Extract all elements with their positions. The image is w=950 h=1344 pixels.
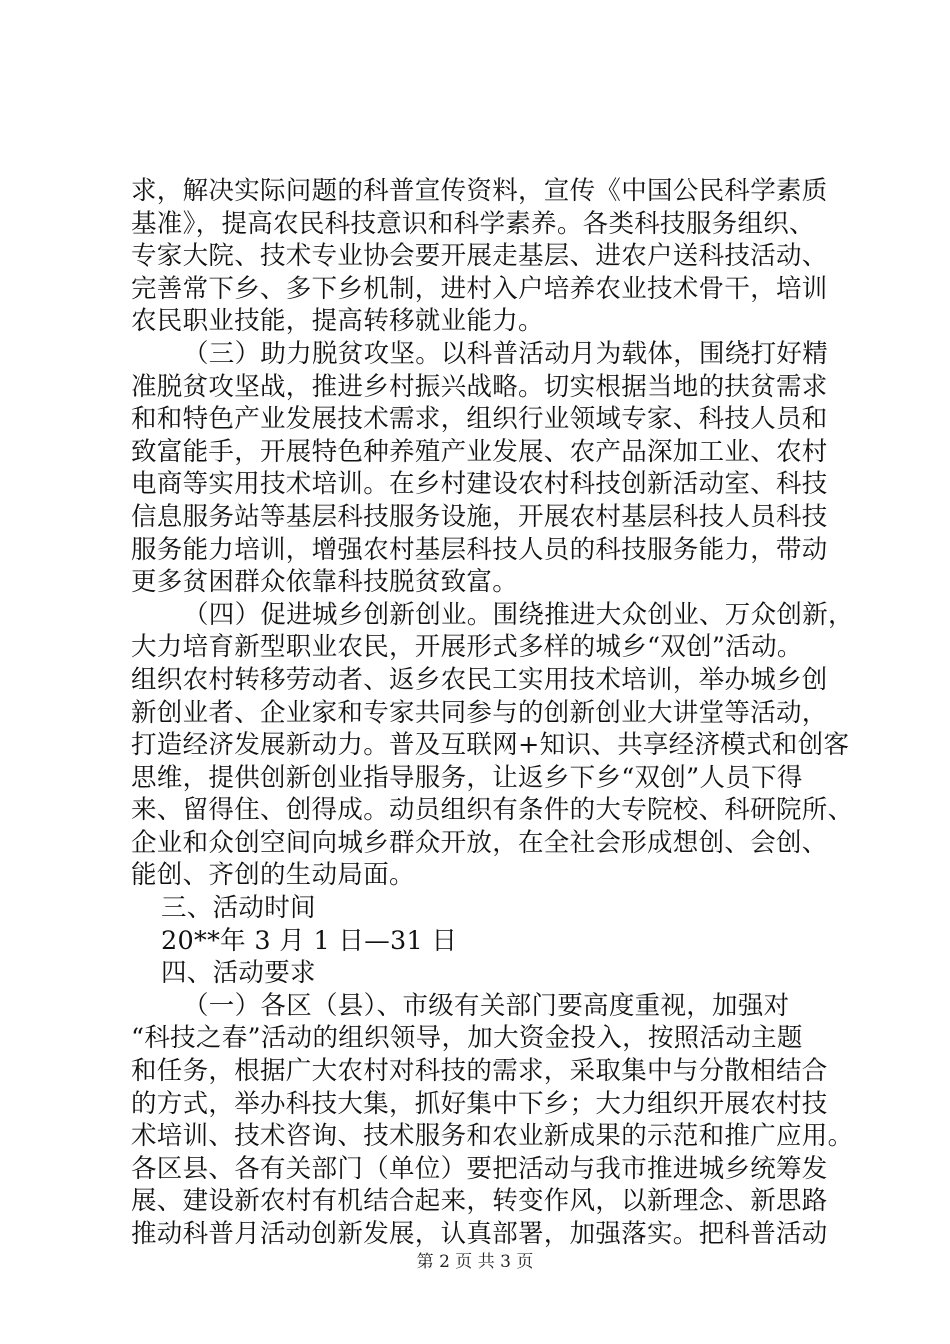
body-line: 各区县、各有关部门（单位）要把活动与我市推进城乡统筹发: [131, 1153, 828, 1184]
body-line: 大力培育新型职业农民，开展形式多样的城乡“双创”活动。: [131, 632, 803, 663]
body-line: 展、建设新农村有机结合起来，转变作风，以新理念、新思路: [131, 1186, 828, 1217]
body-line: 打造经济发展新动力。普及互联网+知识、共享经济模式和创客: [131, 730, 850, 761]
body-line: （三）助力脱贫攻坚。以科普活动月为载体，围绕打好精: [183, 338, 829, 369]
body-line: 四、活动要求: [161, 958, 316, 989]
body-line: 新创业者、企业家和专家共同参与的创新创业大讲堂等活动，: [131, 697, 828, 728]
body-line: 农民职业技能，提高转移就业能力。: [131, 306, 544, 337]
body-line: “科技之春”活动的组织领导，加大资金投入，按照活动主题: [131, 1023, 803, 1054]
body-line: 完善常下乡、多下乡机制，进村入户培养农业技术骨干，培训: [131, 273, 828, 304]
document-body: [131, 175, 854, 1251]
body-line: 企业和众创空间向城乡群众开放，在全社会形成想创、会创、: [131, 827, 828, 858]
body-line: 20**年 3 月 1 日—31 日: [161, 925, 458, 956]
body-line: 信息服务站等基层科技服务设施，开展农村基层科技人员科技: [131, 501, 828, 532]
body-line: 更多贫困群众依靠科技脱贫致富。: [131, 567, 519, 598]
body-line: 思维，提供创新创业指导服务，让返乡下乡“双创”人员下得: [131, 762, 803, 793]
body-line: 服务能力培训，增强农村基层科技人员的科技服务能力，带动: [131, 534, 828, 565]
body-line: 三、活动时间: [161, 893, 316, 924]
body-line: 能创、齐创的生动局面。: [131, 860, 415, 891]
body-line: 致富能手，开展特色种养殖产业发展、农产品深加工业、农村: [131, 436, 828, 467]
body-line: 推动科普月活动创新发展，认真部署，加强落实。把科普活动: [131, 1219, 828, 1249]
body-line: 术培训、技术咨询、技术服务和农业新成果的示范和推广应用。: [131, 1121, 854, 1152]
body-line: 专家大院、技术专业协会要开展走基层、进农户送科技活动、: [131, 241, 828, 272]
body-line: 求，解决实际问题的科普宣传资料，宣传《中国公民科学素质: [131, 176, 828, 206]
page-footer: 第 2 页 共 3 页: [416, 1252, 534, 1272]
body-line: 和和特色产业发展技术需求，组织行业领域专家、科技人员和: [131, 404, 828, 435]
body-line: 和任务，根据广大农村对科技的需求，采取集中与分散相结合: [131, 1056, 828, 1087]
body-line: 电商等实用技术培训。在乡村建设农村科技创新活动室、科技: [131, 469, 828, 500]
body-line: 组织农村转移劳动者、返乡农民工实用技术培训，举办城乡创: [131, 664, 828, 695]
body-line: 准脱贫攻坚战，推进乡村振兴战略。切实根据当地的扶贫需求: [131, 371, 828, 402]
body-line: （一）各区（县）、市级有关部门要高度重视，加强对: [183, 990, 790, 1021]
body-line: 的方式，举办科技大集，抓好集中下乡；大力组织开展农村技: [131, 1088, 828, 1119]
body-line: 基准》，提高农民科技意识和科学素养。各类科技服务组织、: [131, 208, 815, 239]
body-line: （四）促进城乡创新创业。围绕推进大众创业、万众创新，: [183, 599, 854, 630]
body-line: 来、留得住、创得成。动员组织有条件的大专院校、科研院所、: [131, 795, 854, 826]
